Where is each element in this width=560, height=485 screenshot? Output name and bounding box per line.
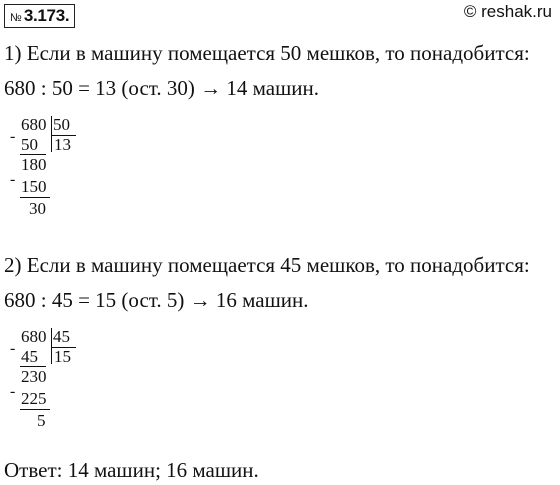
problem-number-badge [4, 4, 75, 28]
subtrahend-1: 50 [21, 135, 38, 154]
minus-sign-2: - [10, 171, 16, 188]
problem-number: 3.173. [23, 6, 70, 25]
quotient: 15 [54, 347, 71, 366]
part1-text: 1) Если в машину помещается 50 мешков, то понадобится: [4, 41, 530, 65]
quotient: 13 [54, 135, 71, 154]
subtrahend-2: 225 [21, 389, 47, 408]
part2-text: 2) Если в машину помещается 45 мешков, то понадобится: [4, 253, 530, 277]
subtrahend-2: 150 [21, 177, 47, 196]
divisor: 50 [53, 115, 70, 134]
long-division-1 [8, 112, 88, 230]
minus-sign-2: - [10, 383, 16, 400]
site-credit: © reshak.ru [463, 2, 552, 21]
subtrahend-1: 45 [21, 347, 38, 366]
long-division-2 [8, 324, 88, 442]
answer-line: Ответ: 14 машин; 16 машин. [4, 458, 259, 482]
minus-sign-1: - [10, 340, 16, 357]
final-remainder: 30 [29, 199, 46, 218]
minus-sign-1: - [10, 128, 16, 145]
part1-equation: 680 : 50 = 13 (ост. 30) → 14 машин. [4, 76, 319, 100]
division-vertical-line [51, 116, 52, 152]
part2-equation: 680 : 45 = 15 (ост. 5) → 16 машин. [4, 288, 309, 312]
partial-remainder: 180 [21, 155, 47, 174]
division-vertical-line [51, 328, 52, 364]
dividend: 680 [21, 115, 47, 134]
divisor: 45 [53, 327, 70, 346]
underline-2 [20, 197, 50, 198]
dividend: 680 [21, 327, 47, 346]
number-prefix: № [10, 12, 22, 24]
partial-remainder: 230 [21, 367, 47, 386]
final-remainder: 5 [37, 411, 46, 430]
underline-2 [20, 409, 50, 410]
